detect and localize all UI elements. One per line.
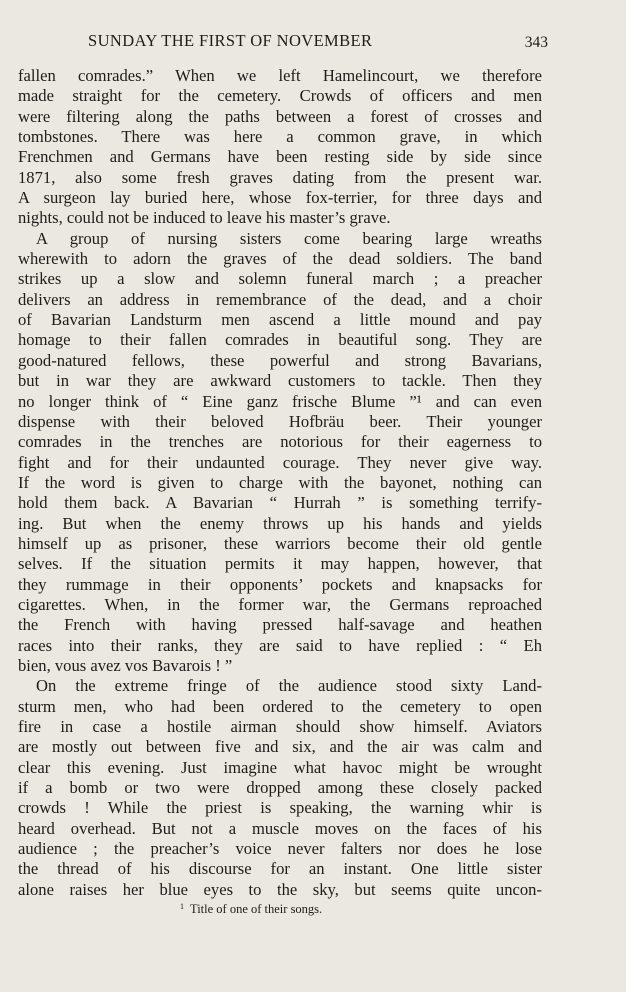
text-line: are mostly out between five and six, and the air was calm and [18,737,542,757]
body-text [18,66,542,900]
text-line: fallen comrades.” When we left Hamelincourt, we therefore [18,66,542,85]
text-line: bien, vous avez vos Bavarois ! ” [18,655,233,675]
text-line: ing. But when the enemy throws up his hands and yields [18,513,542,533]
text-line: they rummage in their opponents’ pockets and knapsacks for [18,574,542,594]
running-head: SUNDAY THE FIRST OF NOVEMBER [88,31,373,50]
paragraph-start-line: A group of nursing sisters come bearing large wreaths [36,228,542,248]
text-line: sturm men, who had been ordered to the cemetery to open [18,696,542,716]
text-line: A surgeon lay buried here, whose fox-terrier, for three days and [18,188,542,208]
text-line: selves. If the situation permits it may happen, however, that [18,554,542,574]
text-line: fire in case a hostile airman should show himself. Aviators [18,717,542,736]
text-line: nights, could not be induced to leave his master’s grave. [18,208,391,228]
text-line: wherewith to adorn the graves of the dead soldiers. The band [18,249,542,269]
text-line: tombstones. There was here a common grave, in which [18,127,542,147]
text-line: no longer think of “ Eine ganz frische Blume ”¹ and can even [18,391,542,411]
text-line: alone raises her blue eyes to the sky, but seems quite uncon- [18,879,542,899]
text-line: cigarettes. When, in the former war, the Germans reproached [18,594,542,614]
text-line: Frenchmen and Germans have been resting side by side since [18,147,542,167]
footnote [180,902,322,917]
text-line: dispense with their beloved Hofbräu beer. Their younger [18,411,542,431]
text-line: If the word is given to charge with the bayonet, nothing can [18,472,542,492]
text-line: clear this evening. Just imagine what havoc might be wrought [18,757,542,777]
page-number: 343 [524,34,548,51]
text-line: but in war they are awkward customers to tackle. Then they [18,371,542,391]
text-line: made straight for the cemetery. Crowds of officers and men [18,86,542,106]
paragraph-start-line: On the extreme fringe of the audience stood sixty Land- [36,676,542,696]
text-line: strikes up a slow and solemn funeral march ; a preacher [18,269,542,289]
text-line: of Bavarian Landsturm men ascend a little mound and pay [18,310,542,330]
text-line: comrades in the trenches are notorious for their eagerness to [18,432,542,452]
text-line: the French with having pressed half-savage and heathen [18,615,542,635]
footnote-marker: 1 [180,902,184,911]
text-line: good-natured fellows, these powerful and strong Bavarians, [18,350,542,370]
text-line: fight and for their undaunted courage. They never give way. [18,452,542,472]
text-line: hold them back. A Bavarian “ Hurrah ” is something terrify- [18,493,542,513]
text-line: if a bomb or two were dropped among these closely packed [18,778,542,798]
text-line: the thread of his discourse for an instant. One little sister [18,859,542,879]
text-line: heard overhead. But not a muscle moves on the faces of his [18,818,542,838]
text-line: himself up as prisoner, these warriors become their old gentle [18,533,542,553]
text-line: races into their ranks, they are said to have replied : “ Eh [18,635,542,655]
text-line: audience ; the preacher’s voice never falters nor does he lose [18,839,542,859]
text-line: homage to their fallen comrades in beautiful song. They are [18,330,542,350]
text-line: 1871, also some fresh graves dating from the present war. [18,167,542,187]
text-line: were filtering along the paths between a forest of crosses and [18,106,542,126]
text-line: delivers an address in remembrance of the dead, and a choir [18,289,542,309]
footnote-text: Title of one of their songs. [190,902,323,916]
text-line: crowds ! While the priest is speaking, the warning whir is [18,798,542,818]
